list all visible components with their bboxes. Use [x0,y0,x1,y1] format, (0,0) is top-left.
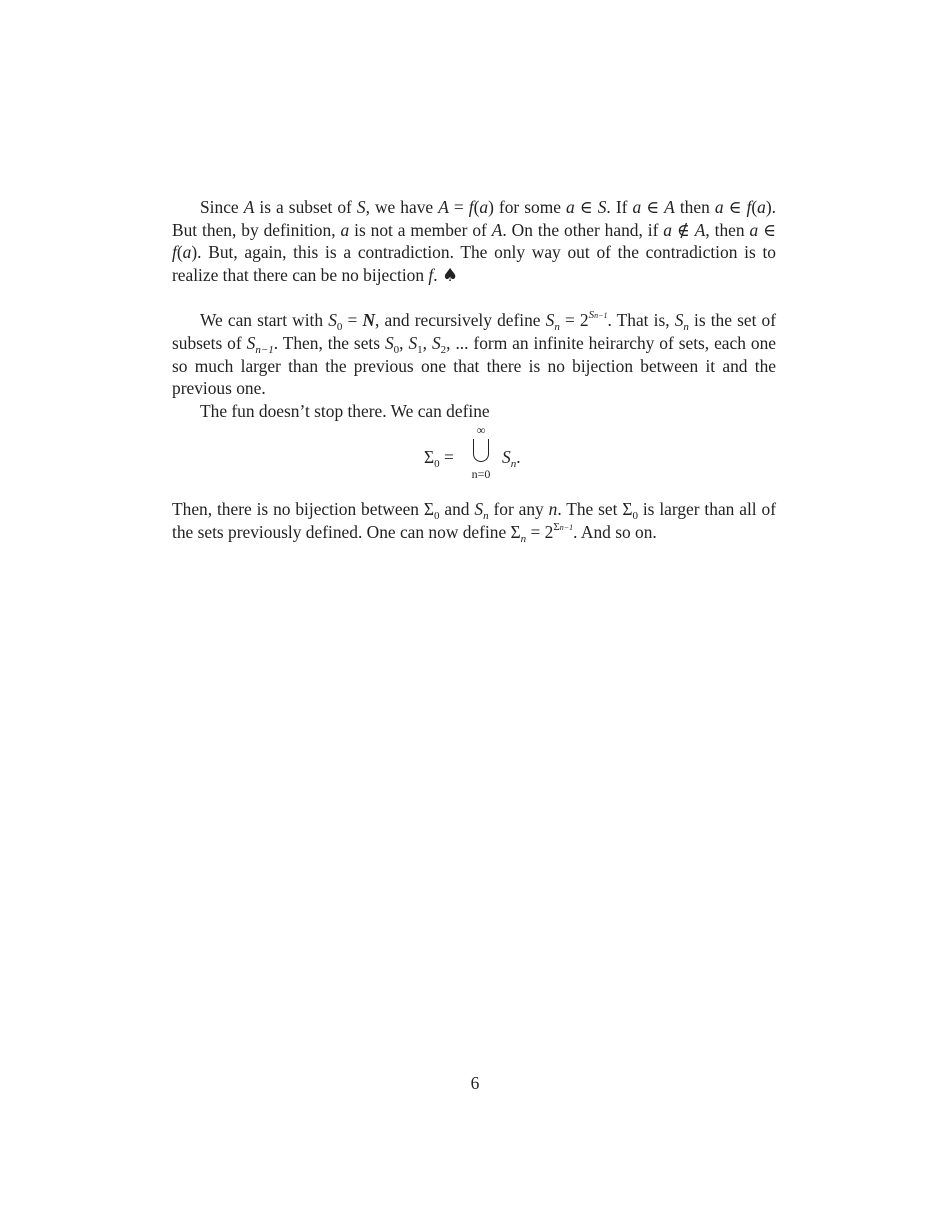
page-number: 6 [470,1073,480,1093]
paragraph-cantor-proof: Since A is a subset of S, we have A = f(a) for some a ∈ S. If a ∈ A then a ∈ f(a). But then, by definition, a is not a member of A. On the other hand, if a ∉ A, then a ∈ f(a). But, again, this is a contradiction. The only way out of the contradiction is to realize that there can be no bijection f. ♠ [172,197,776,286]
equation-lhs: $\Sigma_0$ = [424,447,454,471]
union-upper-limit: ∞ [476,423,486,438]
big-union-operator [464,424,498,494]
equation-rhs: $S_n$. [502,447,521,471]
display-equation-sigma0 [172,422,776,498]
document-body [172,196,776,544]
union-lower-limit: n=0 [471,467,491,482]
big-union-icon [473,439,489,462]
spade-icon: ♠ [441,264,459,286]
paragraph-sigma-hierarchy: Then, there is no bijection between $\Sigma_0$ and $S_n$ for any n. The set $\Sigma_0$ is larger than all of the sets previously defined. One can now define $\Sigma_n = 2^{\Sigma n-1}$. And so on. [172,499,776,545]
paragraph-fun-continues: The fun doesn’t stop there. We can define [200,400,490,421]
paragraph-set-hierarchy: We can start with $S_0 = N$, and recursively define $S_n = 2^{Sn-1}$. That is, $S_n$ is the set of subsets of $S_{n-1}$. Then, the sets $S_0$, $S_1$, $S_2$, ... form an infinite heirarchy of sets, each one so much larger than the previous one that there is no bijection between it and the previous one. [172,309,776,399]
